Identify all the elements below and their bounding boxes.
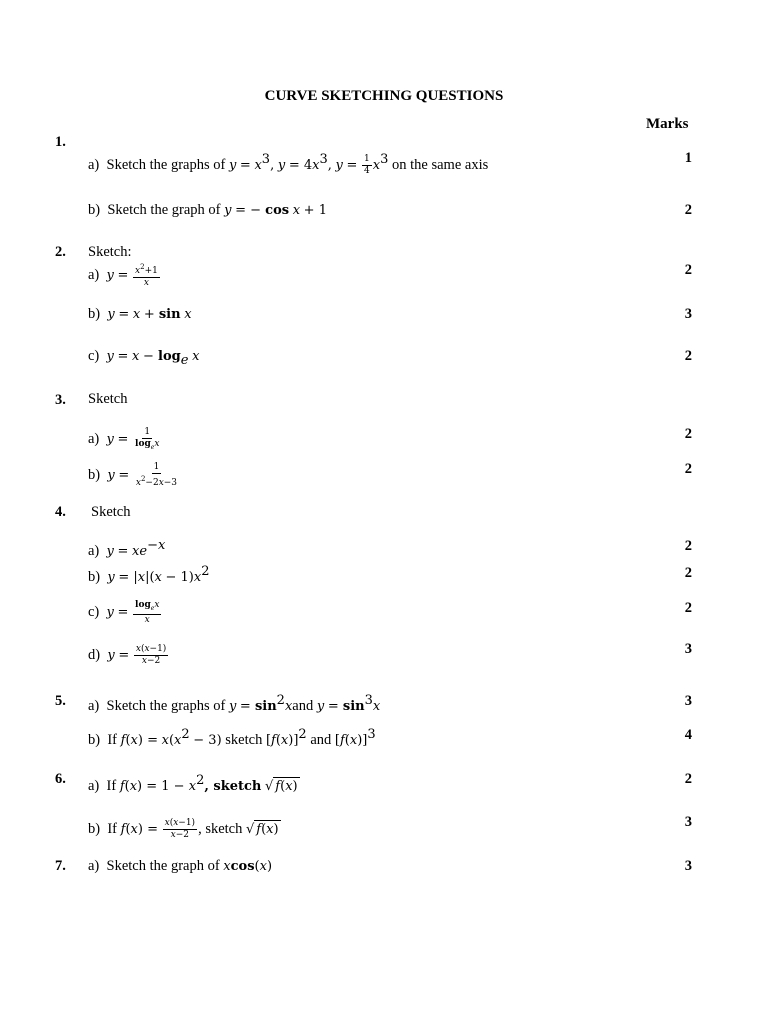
question-5a: a) Sketch the graphs of $y = \sin^2xand$ $y = \sin^3x$ bbox=[88, 693, 381, 714]
mark-6b: 3 bbox=[684, 814, 692, 830]
question-number: 4. bbox=[55, 504, 66, 520]
mark-4d: 3 bbox=[684, 641, 692, 657]
mark-3a: 2 bbox=[684, 426, 692, 442]
question-intro: Sketch bbox=[88, 391, 128, 407]
mark-4b: 2 bbox=[684, 565, 692, 581]
question-4a: a) $y = xe^{-x}$ bbox=[88, 538, 166, 559]
question-6a: a) If $f(x) = 1 - x^2$, sketch √ f(x) bbox=[88, 773, 298, 794]
question-4d: d) y = $\frac{x(x-1)}{x-2}$ bbox=[88, 644, 167, 666]
mark-1a: 1 bbox=[684, 150, 692, 166]
question-1a: a) Sketch the graphs of $y = x^3$, $y = 4x^3$, y = $\frac{1}{4}$ $x^3$ on the same axis bbox=[88, 152, 489, 176]
mark-6a: 2 bbox=[684, 771, 692, 787]
question-4c: c) y = $\frac{\log_ex}{x}$ bbox=[88, 600, 160, 625]
question-3b: b) y = $\frac{1}{x^2-2x-3}$ bbox=[88, 462, 178, 488]
mark-3b: 2 bbox=[684, 461, 692, 477]
question-2b: b) y = x + sin x bbox=[88, 306, 192, 322]
mark-5b: 4 bbox=[684, 727, 692, 743]
question-7a: a) Sketch the graph of xcos(x) bbox=[88, 858, 273, 874]
question-number: 5. bbox=[55, 693, 66, 709]
mark-2c: 2 bbox=[684, 348, 692, 364]
mark-4a: 2 bbox=[684, 538, 692, 554]
marks-column-header: Marks bbox=[646, 116, 689, 132]
mark-4c: 2 bbox=[684, 600, 692, 616]
mark-1b: 2 bbox=[684, 202, 692, 218]
mark-2a: 2 bbox=[684, 262, 692, 278]
question-number: 3. bbox=[55, 392, 66, 408]
question-intro: Sketch: bbox=[88, 244, 132, 260]
question-5b: b) If $f(x) = x(x^2 - 3)$ sketch $[f(x)]^2$ and $[f(x)]^3$ bbox=[88, 727, 376, 748]
mark-7a: 3 bbox=[684, 858, 692, 874]
question-number: 1. bbox=[55, 134, 66, 150]
question-intro: Sketch bbox=[91, 504, 131, 520]
question-number: 6. bbox=[55, 771, 66, 787]
question-number: 2. bbox=[55, 244, 66, 260]
mark-2b: 3 bbox=[684, 306, 692, 322]
mark-5a: 3 bbox=[684, 693, 692, 709]
question-2a: a) y = $\frac{x^2+1}{x}$ bbox=[88, 263, 158, 288]
question-2c: c) $y = x - \log_e x$ bbox=[88, 348, 200, 368]
question-3a: a) y = $\frac{1}{\log_ex}$ bbox=[88, 427, 160, 451]
question-6b: b) If f(x) = $\frac{x(x-1)}{x-2}$ , sketch √ f(x) bbox=[88, 818, 279, 840]
question-4b: b) $y = |x|(x - 1)x^2$ bbox=[88, 564, 210, 585]
question-1b: b) Sketch the graph of y = − cos x + 1 bbox=[88, 202, 327, 218]
question-number: 7. bbox=[55, 858, 66, 874]
page-title: CURVE SKETCHING QUESTIONS bbox=[264, 88, 504, 104]
